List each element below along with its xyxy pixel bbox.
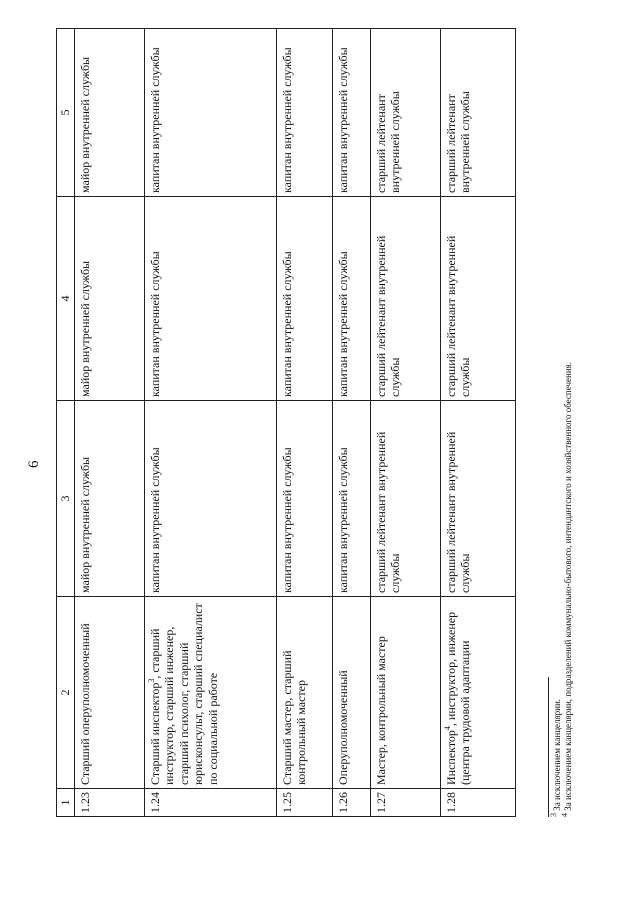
footnote bbox=[549, 37, 563, 817]
rank-cell-col4 bbox=[144, 197, 276, 401]
position-text-tail: , старший инструктор, старший инженер, старший психолог, старший юрисконсульт, старший специалист по социальной работе bbox=[147, 603, 220, 785]
rank-cell-col3 bbox=[144, 401, 276, 597]
footnotes bbox=[548, 37, 574, 817]
rank-cell-col5 bbox=[440, 29, 515, 197]
header-col-1: 1 bbox=[57, 789, 75, 817]
table-row bbox=[370, 29, 440, 817]
rank-cell-col3 bbox=[440, 401, 515, 597]
row-number: 1.23 bbox=[74, 789, 144, 817]
header-col-3: 3 bbox=[57, 401, 75, 597]
table-row bbox=[332, 29, 370, 817]
header-col-4: 4 bbox=[57, 197, 75, 401]
rank-cell-col5 bbox=[74, 29, 144, 197]
ranks-table bbox=[56, 28, 516, 817]
footnote-mark: 3 bbox=[549, 813, 558, 817]
position-text: Оперуполномоченный bbox=[335, 670, 350, 785]
rank-text: майор внутренней службы bbox=[77, 56, 92, 193]
position-text-tail: , инструктор, инженер (центра трудовой адаптации bbox=[443, 611, 472, 785]
position-cell bbox=[144, 597, 276, 789]
rank-cell-col5 bbox=[370, 29, 440, 197]
table-row bbox=[74, 29, 144, 817]
position-text: Инспектор bbox=[443, 730, 458, 785]
rank-text: старший лейтенант внутренней службы bbox=[373, 431, 402, 593]
footnote bbox=[560, 37, 574, 817]
rank-cell-col4 bbox=[276, 197, 332, 401]
rank-cell-col4 bbox=[74, 197, 144, 401]
rank-cell-col3 bbox=[370, 401, 440, 597]
rank-text: майор внутренней службы bbox=[77, 260, 92, 397]
footnote-ref: 4 bbox=[442, 726, 452, 731]
rank-text: старший лейтенант внутренней службы bbox=[443, 235, 472, 397]
rank-text: старший лейтенант внутренней службы bbox=[373, 235, 402, 397]
table-row bbox=[440, 29, 515, 817]
row-number: 1.24 bbox=[144, 789, 276, 817]
footnote-divider bbox=[548, 677, 549, 817]
row-number: 1.28 bbox=[440, 789, 515, 817]
rank-cell-col5 bbox=[276, 29, 332, 197]
rank-cell-col3 bbox=[74, 401, 144, 597]
rank-text: капитан внутренней службы bbox=[335, 447, 350, 593]
header-row bbox=[57, 29, 75, 817]
rank-text: старший лейтенант внутренней службы bbox=[443, 91, 472, 193]
header-col-5: 5 bbox=[57, 29, 75, 197]
rank-text: капитан внутренней службы bbox=[279, 447, 294, 593]
header-col-2: 2 bbox=[57, 597, 75, 789]
rank-cell-col4 bbox=[370, 197, 440, 401]
rank-text: капитан внутренней службы bbox=[147, 47, 162, 193]
page-number: 6 bbox=[26, 460, 42, 468]
rank-cell-col4 bbox=[440, 197, 515, 401]
rank-cell-col5 bbox=[332, 29, 370, 197]
position-text: Мастер, контрольный мастер bbox=[373, 636, 388, 785]
position-text: Старший инспектор bbox=[147, 682, 162, 785]
rank-text: старший лейтенант внутренней службы bbox=[443, 431, 472, 593]
position-cell bbox=[276, 597, 332, 789]
position-cell bbox=[332, 597, 370, 789]
position-text: Старший оперуполномоченный bbox=[77, 623, 92, 785]
footnote-mark: 4 bbox=[560, 813, 569, 817]
footnote-ref: 3 bbox=[146, 678, 156, 683]
position-text: Старший мастер, старший контрольный мастер bbox=[279, 650, 308, 785]
rank-cell-col4 bbox=[332, 197, 370, 401]
rank-cell-col3 bbox=[332, 401, 370, 597]
position-cell bbox=[440, 597, 515, 789]
table-row bbox=[144, 29, 276, 817]
rank-cell-col3 bbox=[276, 401, 332, 597]
row-number: 1.26 bbox=[332, 789, 370, 817]
footnote-text: За исключением канцелярии. bbox=[552, 698, 562, 811]
rank-cell-col5 bbox=[144, 29, 276, 197]
position-cell bbox=[74, 597, 144, 789]
row-number: 1.27 bbox=[370, 789, 440, 817]
rank-text: старший лейтенант внутренней службы bbox=[373, 91, 402, 193]
rank-text: капитан внутренней службы bbox=[335, 251, 350, 397]
footnote-text: За исключением канцелярии, подразделений коммунально-бытового, интендантского и хозяйственного обеспечения. bbox=[563, 361, 573, 811]
position-cell bbox=[370, 597, 440, 789]
rank-text: капитан внутренней службы bbox=[335, 47, 350, 193]
table-row bbox=[276, 29, 332, 817]
rank-text: капитан внутренней службы bbox=[147, 447, 162, 593]
rank-text: капитан внутренней службы bbox=[279, 47, 294, 193]
row-number: 1.25 bbox=[276, 789, 332, 817]
rank-text: капитан внутренней службы bbox=[279, 251, 294, 397]
rank-text: капитан внутренней службы bbox=[147, 251, 162, 397]
rank-text: майор внутренней службы bbox=[77, 456, 92, 593]
